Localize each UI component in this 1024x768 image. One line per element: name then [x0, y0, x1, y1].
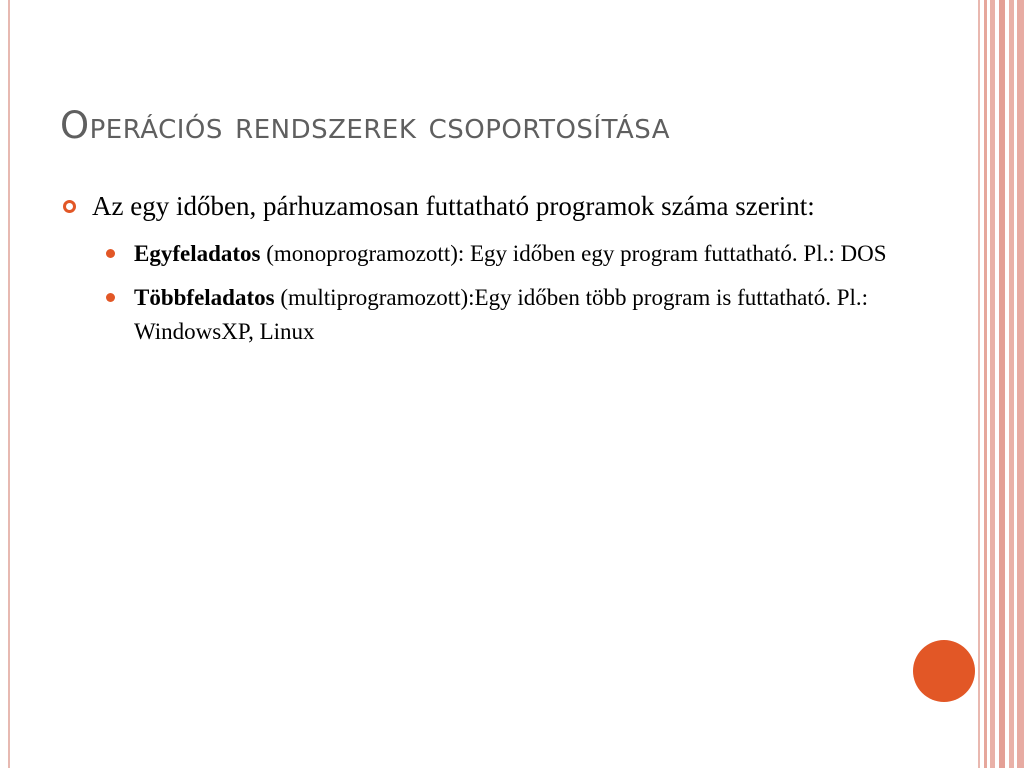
left-decorative-line [8, 0, 10, 768]
right-stripe [1009, 0, 1014, 768]
dot-bullet-icon [106, 293, 115, 302]
dot-bullet-icon [106, 249, 115, 258]
bullet-text: Az egy időben, párhuzamosan futtatható programok száma szerint: [92, 191, 815, 221]
right-stripe [1017, 0, 1024, 768]
sub-bullet-text: (monoprogramozott): Egy időben egy program futtatható. Pl.: DOS [260, 241, 887, 266]
right-stripe [999, 0, 1005, 768]
right-stripe [984, 0, 987, 768]
sub-bullet-text: (multiprogramozott):Egy időben több program is futtatható. Pl.: WindowsXP, Linux [134, 285, 869, 344]
slide-body [62, 187, 892, 349]
right-stripe [990, 0, 995, 768]
ring-bullet-icon [63, 200, 76, 213]
right-stripe [978, 0, 980, 768]
sub-bullet-item [62, 237, 892, 271]
slide-title: Operációs rendszerek csoportosítása [60, 104, 671, 147]
sub-bullet-item [62, 281, 892, 349]
sub-bullet-bold-term: Egyfeladatos [134, 241, 261, 266]
bullet-item [62, 187, 892, 225]
sub-bullet-bold-term: Többfeladatos [134, 285, 275, 310]
decorative-circle [913, 640, 975, 702]
